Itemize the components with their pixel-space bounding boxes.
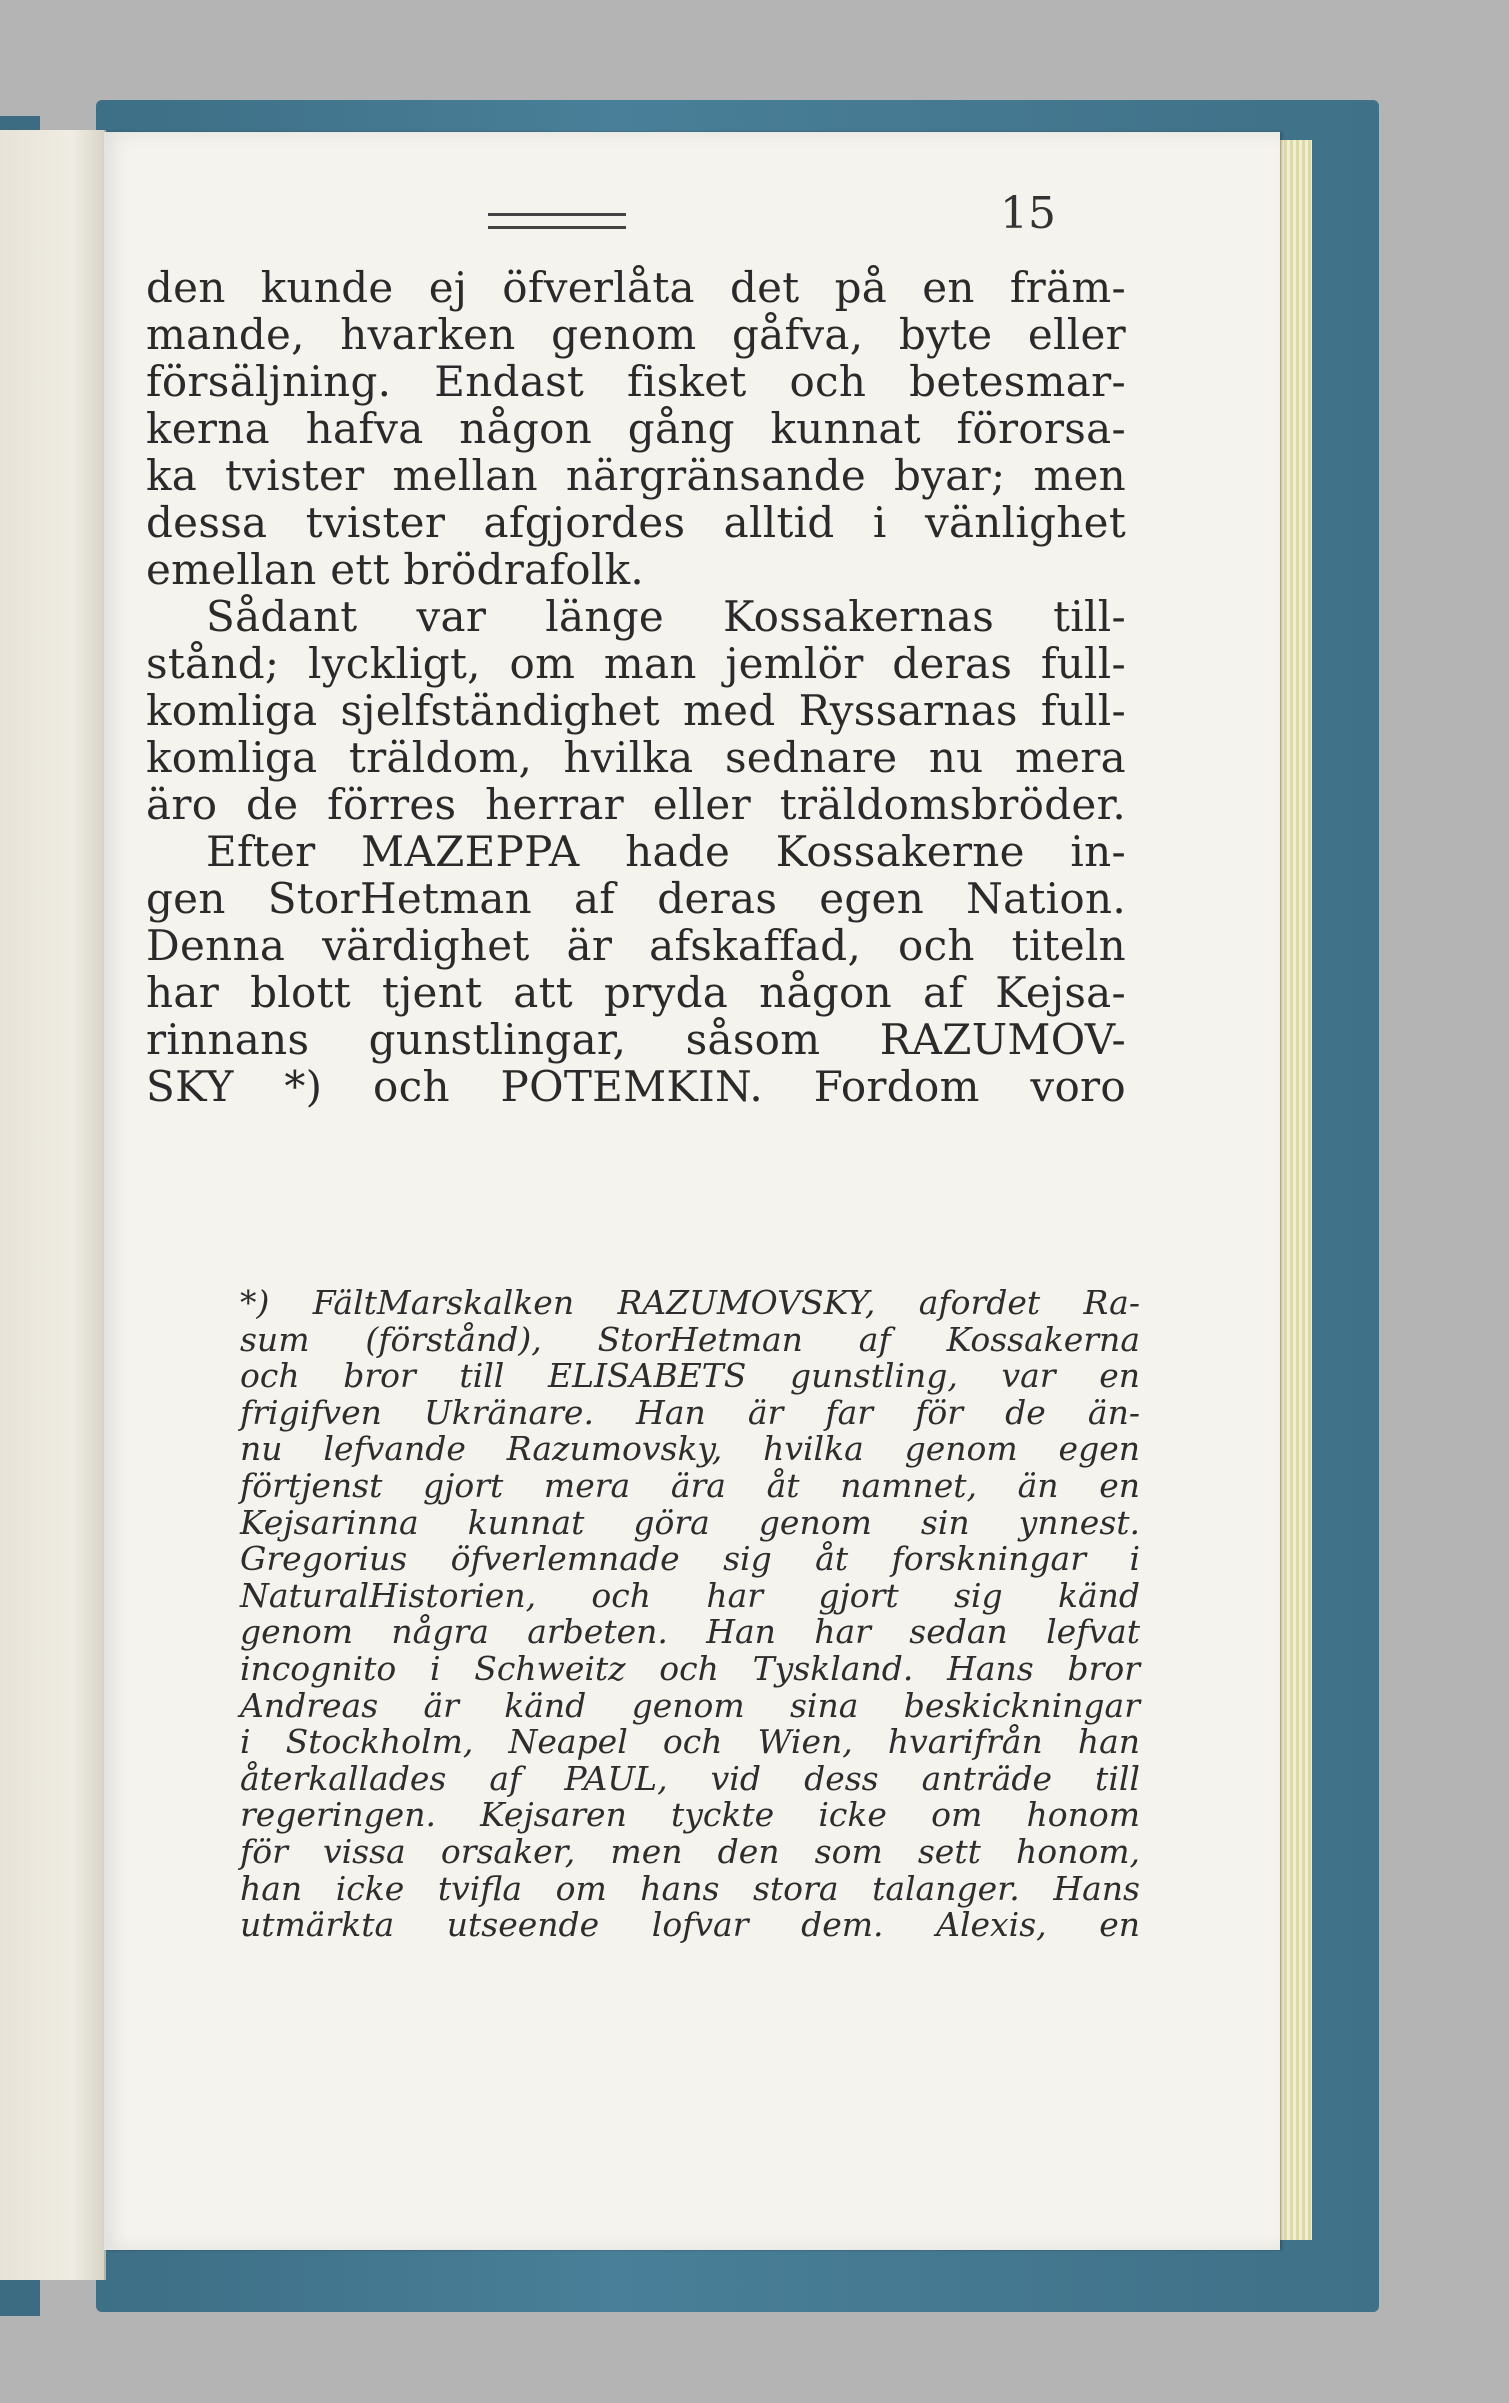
body-line: Efter MAZEPPA hade Kossakerne in- <box>206 827 1126 876</box>
previous-page-edge <box>0 130 106 2280</box>
body-line: SKY *) och POTEMKIN. Fordom voro <box>146 1062 1126 1111</box>
body-line: mande, hvarken genom gåfva, byte eller <box>146 310 1126 359</box>
body-line: emellan ett brödrafolk. <box>146 545 645 594</box>
body-line: kerna hafva någon gång kunnat förorsa- <box>146 404 1126 453</box>
footnote-line: Kejsarinna kunnat göra genom sin ynnest. <box>240 1502 1140 1542</box>
footnote-line: *) FältMarskalken RAZUMOVSKY, afordet Ra- <box>240 1283 1140 1322</box>
footnote-line: Andreas är känd genom sina beskickningar <box>240 1685 1140 1725</box>
body-line: försäljning. Endast fisket och betesmar- <box>146 357 1126 406</box>
footnote-line: incognito i Schweitz och Tyskland. Hans bror <box>240 1648 1140 1688</box>
body-line: komliga träldom, hvilka sednare nu mera <box>146 733 1126 782</box>
footnote-line: han icke tvifla om hans stora talanger. Hans <box>240 1868 1140 1908</box>
footnote-line: Gregorius öfverlemnade sig åt forskningar i <box>240 1539 1140 1579</box>
page-number: 15 <box>1000 188 1056 239</box>
header-rule <box>488 213 626 229</box>
body-line: dessa tvister afgjordes alltid i vänlighet <box>146 498 1126 547</box>
footnote-line: frigifven Ukränare. Han är far för de än- <box>240 1392 1140 1432</box>
footnote-line: genom några arbeten. Han har sedan lefvat <box>240 1612 1140 1652</box>
footnote-line: NaturalHistorien, och har gjort sig känd <box>240 1575 1140 1615</box>
footnote-line: förtjenst gjort mera ära åt namnet, än en <box>240 1465 1140 1505</box>
footnote-line: regeringen. Kejsaren tyckte icke om honom <box>240 1795 1140 1835</box>
body-line: Sådant var länge Kossakernas till- <box>206 592 1126 641</box>
body-line: stånd; lyckligt, om man jemlör deras full- <box>146 639 1126 688</box>
body-line: komliga sjelfständighet med Ryssarnas full- <box>146 686 1126 735</box>
body-line: Denna värdighet är afskaffad, och titeln <box>146 921 1126 970</box>
body-line: rinnans gunstlingar, såsom RAZUMOV- <box>146 1015 1126 1064</box>
footnote-line: återkallades af PAUL, vid dess anträde till <box>240 1758 1140 1798</box>
footnote-line: nu lefvande Razumovsky, hvilka genom egen <box>240 1429 1140 1469</box>
body-line: den kunde ej öfverlåta det på en främ- <box>146 263 1126 312</box>
footnote-line: och bror till ELISABETS gunstling, var en <box>240 1356 1140 1396</box>
footnote-line: för vissa orsaker, men den som sett honom, <box>240 1831 1140 1871</box>
body-line: ka tvister mellan närgränsande byar; men <box>146 451 1126 500</box>
body-line: gen StorHetman af deras egen Nation. <box>146 874 1126 923</box>
body-line: äro de förres herrar eller träldomsbröder. <box>146 780 1126 829</box>
body-text <box>146 264 1126 1110</box>
footnote-line: utmärkta utseende lofvar dem. Alexis, en <box>240 1905 1140 1945</box>
body-line: har blott tjent att pryda någon af Kejsa- <box>146 968 1126 1017</box>
footnote <box>240 1285 1140 1944</box>
footnote-line: sum (förstånd), StorHetman af Kossakerna <box>240 1319 1140 1359</box>
footnote-line: i Stockholm, Neapel och Wien, hvarifrån han <box>240 1722 1140 1762</box>
